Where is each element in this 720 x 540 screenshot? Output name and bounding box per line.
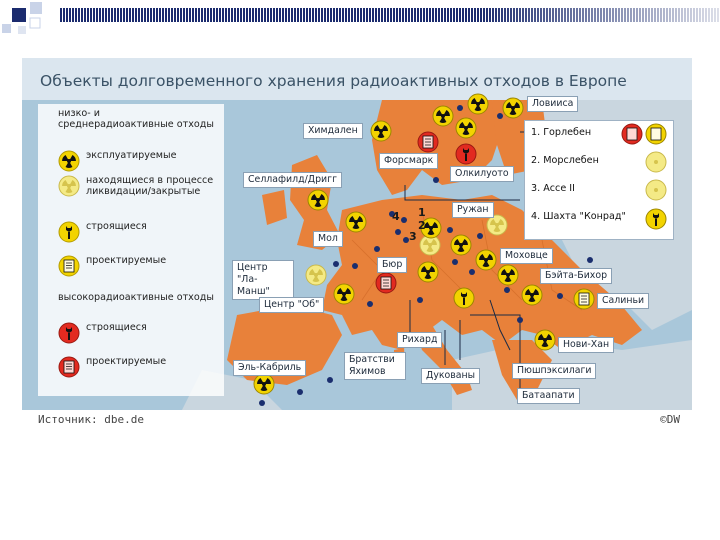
legend-decommission-label: находящиеся в процессе ликвидации/закрытые [86,175,214,197]
map-number-3: 3 [409,230,417,243]
germany-item-2: 2. Морслебен [531,155,599,166]
label-forsmark: Форсмарк [379,153,438,169]
label-bataapati: Батаапати [517,388,580,404]
label-richard: Рихард [397,332,442,348]
label-dukovany: Дукованы [421,368,480,384]
label-mol: Мол [313,231,343,247]
label-saliny: Салиньи [597,293,649,309]
label-baita-bihor: Бэйта-Бихор [540,268,612,284]
label-olkiluoto: Олкилуото [450,166,514,182]
label-mohovce: Моховце [500,248,553,264]
legend-high-construction-label: строящиеся [86,322,147,333]
map-number-1: 1 [418,206,426,219]
germany-sites-box [524,120,674,240]
label-bure: Бюр [377,257,407,273]
source-text: Источник: dbe.de [38,413,144,426]
label-ruzhan: Ружан [452,202,494,218]
label-bratrstvi: Братстви Яхимов [344,352,406,380]
label-novi-han: Нови-Хан [558,337,614,353]
map-number-4: 4 [392,210,400,223]
map-title: Объекты долговременного хранения радиоактивных отходов в Европе [40,72,627,90]
legend-operating-label: эксплуатируемые [86,150,177,161]
germany-item-1: 1. Горлебен [531,127,592,138]
label-himdalen: Химдален [303,123,363,139]
label-el-cabril: Эль-Кабриль [233,360,306,376]
legend-high-header: высокорадиоактивные отходы [58,292,214,303]
germany-icons [621,123,669,235]
legend-planned-label: проектируемые [86,255,167,266]
legend-low-mid-header: низко- и среднерадиоактивные отходы [58,108,214,130]
label-sellafield: Селлафилд/Дригг [243,172,342,188]
map-number-2: 2 [418,219,426,232]
legend-high-planned-label: проектируемые [86,356,167,367]
legend-construction-label: строящиеся [86,221,147,232]
label-puspokszilagy: Пюшпэксилаги [512,363,596,379]
label-la-manche: Центр "Ла-Манш" [232,260,294,300]
germany-item-4: 4. Шахта "Конрад" [531,211,626,222]
label-loviisa: Ловииса [527,96,578,112]
credit-text: ©DW [660,413,680,426]
germany-item-3: 3. Ассе II [531,183,575,194]
label-ob: Центр "Об" [259,297,324,313]
